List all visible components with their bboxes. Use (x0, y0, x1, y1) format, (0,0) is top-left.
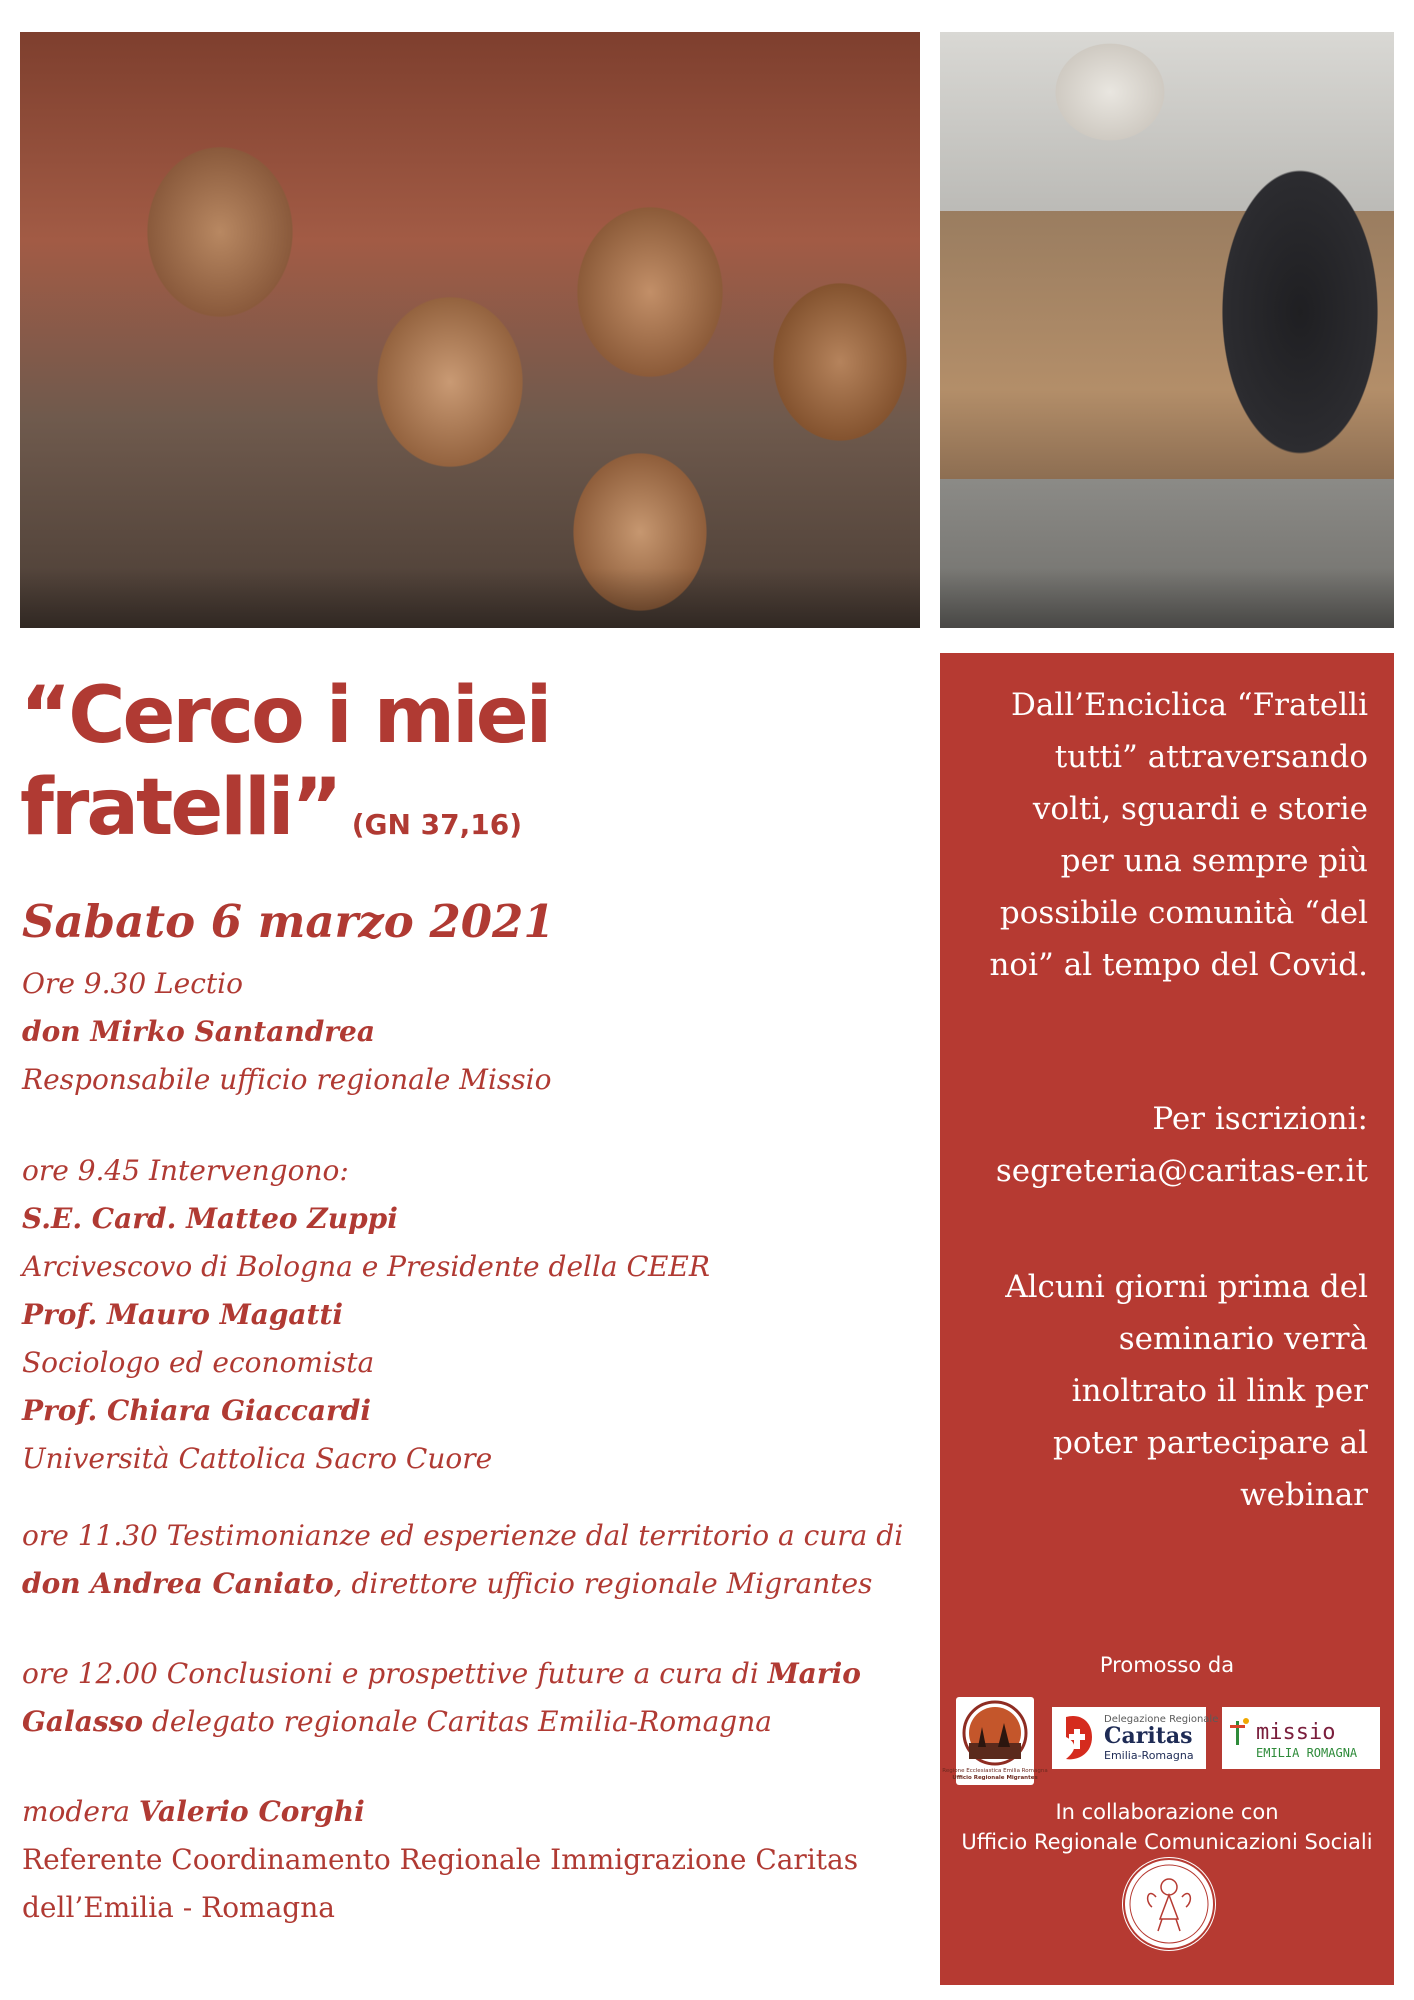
speaker-name-part2: Galasso (22, 1705, 144, 1738)
program-block-interventions (22, 1147, 922, 1483)
intro-line: per una sempre più (1060, 843, 1368, 879)
event-date: Sabato 6 marzo 2021 (22, 895, 555, 948)
promoted-label: Promosso da (1099, 1653, 1235, 1677)
notice-line: webinar (1240, 1477, 1368, 1513)
speaker-role: Referente Coordinamento Regionale Immigrazione Caritas (22, 1843, 859, 1876)
collab-line-2: Ufficio Regionale Comunicazioni Sociali (961, 1830, 1373, 1854)
signup-email[interactable]: segreteria@caritas-er.it (995, 1153, 1368, 1189)
collaboration-label (940, 1797, 1394, 1857)
info-panel (940, 653, 1394, 1985)
volunteers-photo (940, 32, 1394, 628)
speaker-role: Università Cattolica Sacro Cuore (22, 1442, 493, 1475)
program-time: ore 9.45 Intervengono: (22, 1154, 349, 1187)
intro-line: possibile comunità “del (999, 895, 1368, 931)
speaker-role: Responsabile ufficio regionale Missio (22, 1063, 552, 1096)
children-photo (20, 32, 920, 628)
notice-line: inoltrato il link per (1071, 1373, 1368, 1409)
speaker-name: don Mirko Santandrea (22, 1015, 376, 1048)
title-line-2-text: fratelli” (20, 763, 340, 853)
speaker-name: Prof. Mauro Magatti (22, 1298, 344, 1331)
caritas-logo-region: Emilia-Romagna (1104, 1749, 1194, 1762)
title-reference: (GN 37,16) (351, 808, 523, 841)
program-block-testimonies (22, 1512, 922, 1608)
speaker-role: Arcivescovo di Bologna e Presidente della CEER (22, 1250, 710, 1283)
speaker-role-cont: dell’Emilia - Romagna (22, 1891, 335, 1924)
program-time: ore 12.00 Conclusioni e prospettive future a cura di (22, 1657, 768, 1690)
program-time: ore 11.30 Testimonianze ed esperienze dal territorio a cura di (22, 1519, 904, 1552)
title-line-1: “Cerco i miei (20, 671, 550, 761)
missio-logo-name: missio (1256, 1720, 1336, 1745)
migrantes-logo-line1: Regione Ecclesiastica Emilia Romagna (942, 1768, 1048, 1774)
webinar-notice (1005, 1261, 1368, 1521)
missio-logo-region: EMILIA ROMAGNA (1256, 1746, 1358, 1760)
caritas-logo-subtitle: Delegazione Regionale (1104, 1714, 1219, 1725)
intro-line: tutti” attraversando (1054, 739, 1368, 775)
program-block-moderator (22, 1788, 922, 1932)
caritas-logo (1052, 1707, 1219, 1769)
speaker-name: Prof. Chiara Giaccardi (22, 1394, 371, 1427)
speaker-role: , direttore ufficio regionale Migrantes (333, 1567, 873, 1600)
comunicazioni-sociali-seal (1122, 1857, 1216, 1951)
migrantes-logo (942, 1697, 1048, 1785)
notice-line: poter partecipare al (1053, 1425, 1368, 1461)
collab-line-1: In collaborazione con (1055, 1800, 1279, 1824)
program-time: Ore 9.30 Lectio (22, 967, 243, 1000)
event-title (20, 670, 880, 871)
intro-text (989, 679, 1368, 991)
signup-info (996, 1093, 1368, 1197)
speaker-name: don Andrea Caniato (22, 1567, 334, 1600)
migrantes-logo-line2: Ufficio Regionale Migrantes (952, 1775, 1038, 1781)
program-block-conclusions (22, 1650, 922, 1746)
speaker-name: S.E. Card. Matteo Zuppi (22, 1202, 398, 1235)
missio-logo (1222, 1707, 1380, 1769)
intro-line: noi” al tempo del Covid. (989, 947, 1368, 983)
notice-line: Alcuni giorni prima del (1005, 1269, 1368, 1305)
program-block-lectio (22, 960, 922, 1104)
signup-label: Per iscrizioni: (1152, 1101, 1368, 1137)
moderator-label: modera (22, 1795, 139, 1828)
caritas-logo-name: Caritas (1104, 1723, 1193, 1749)
speaker-name-part1: Mario (767, 1657, 861, 1690)
intro-line: Dall’Enciclica “Fratelli (1011, 687, 1368, 723)
speaker-name: Valerio Corghi (138, 1795, 365, 1828)
title-line-2 (20, 762, 880, 871)
speaker-role: delegato regionale Caritas Emilia-Romagna (143, 1705, 772, 1738)
speaker-role: Sociologo ed economista (22, 1346, 375, 1379)
intro-line: volti, sguardi e storie (1032, 791, 1368, 827)
notice-line: seminario verrà (1118, 1321, 1368, 1357)
